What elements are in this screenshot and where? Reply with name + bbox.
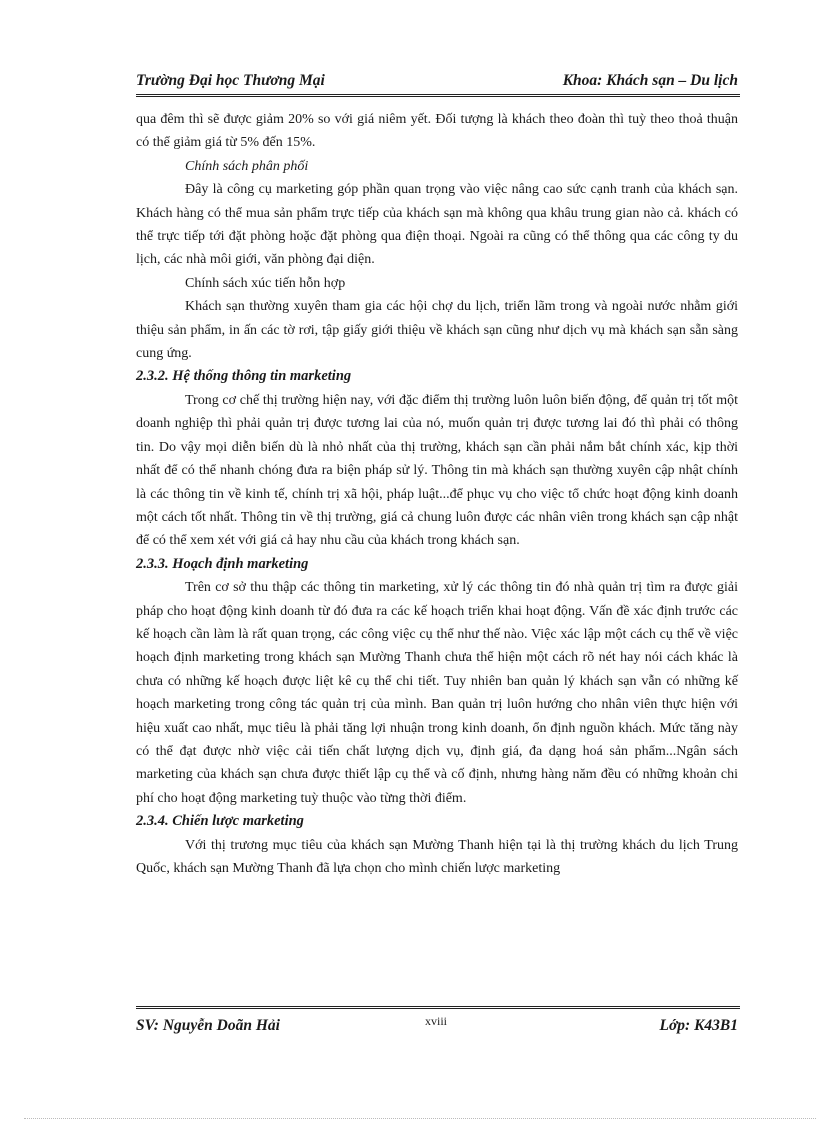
subheading-distribution-policy: Chính sách phân phối [185,158,309,174]
student-name: SV: Nguyễn Doãn Hải [136,1017,280,1034]
section-heading-2-3-2: 2.3.2. Hệ thống thông tin marketing [136,368,352,385]
section-heading-2-3-4: 2.3.4. Chiến lược marketing [136,813,304,830]
paragraph: qua đêm thì sẽ được giảm 20% so với giá niêm yết. Đối tượng là khách theo đoàn thì tuỳ theo thoả thuận có thể giảm giá từ 5% đến 15%. [136,112,738,151]
page-footer [136,1006,740,1039]
page-header [136,72,740,97]
section-heading-2-3-3: 2.3.3. Hoạch định marketing [136,555,309,572]
page-boundary-line [24,1118,816,1119]
page-body [136,108,738,880]
university-name: Trường Đại học Thương Mại [136,72,325,89]
page-number: xviii [425,1014,448,1028]
paragraph: Đây là công cụ marketing góp phần quan trọng vào việc nâng cao sức cạnh tranh của khách sạn. Khách hàng có thể mua sản phẩm trực tiếp của khách sạn mà không qua khâu trung gian nào cả. khách có thể trực tiếp tới đặt phòng hoặc đặt phòng qua điện thoại. Ngoài ra cũng có thể thông qua các công ty du lịch, các nhà môi giới, văn phòng đại diện. [136,182,738,268]
paragraph: Trong cơ chế thị trường hiện nay, với đặc điểm thị trường luôn luôn biến động, để quản trị tốt một doanh nghiệp thì phải quản trị được tương lai của nó, muốn quản trị được tương lai đó thì phải có thông tin. Do vậy mọi diễn biến dù là nhỏ nhất của thị trường, khách sạn cần phải nắm bắt chính xác, kịp thời nhất để có thể nhanh chóng đưa ra biện pháp sử lý. Thông tin mà khách sạn thường xuyên cập nhật chính là các thông tin về kinh tế, chính trị xã hội, pháp luật...để phục vụ cho việc tổ chức hoạt động kinh doanh một cách tốt nhất. Thông tin về thị trường, giá cả chung luôn được các nhân viên trong khách sạn cập nhật để có thể xem xét với giá cả hay nhu cầu của khách trong khách sạn. [136,392,738,549]
class-code: Lớp: K43B1 [659,1017,738,1034]
paragraph: Với thị trương mục tiêu của khách sạn Mường Thanh hiện tại là thị trường khách du lịch Trung Quốc, khách sạn Mường Thanh đã lựa chọn cho mình chiến lược marketing [136,837,738,876]
subheading-promotion-policy: Chính sách xúc tiến hỗn hợp [185,275,346,291]
paragraph: Khách sạn thường xuyên tham gia các hội chợ du lịch, triển lãm trong và ngoài nước nhằm giới thiệu sản phẩm, in ấn các tờ rơi, tập giấy giới thiệu về khách sạn cũng như dịch vụ mà khách sạn sẵn sàng cung ứng. [136,299,738,362]
paragraph: Trên cơ sở thu thập các thông tin marketing, xử lý các thông tin đó nhà quản trị tìm ra được giải pháp cho hoạt động kinh doanh từ đó đưa ra các kế hoạch triển khai hoạt động. Vấn đề xác định trước các kế hoạch cần làm là rất quan trọng, các công việc cụ thể như thế nào. Việc xác lập một cách cụ thể về việc hoạch định marketing trong khách sạn Mường Thanh chưa thể hiện một cách rõ nét hay nói cách khác là chưa có những kế hoạch được liệt kê cụ thể chi tiết. Tuy nhiên ban quản lý khách sạn vẫn có những kế hoạch marketing trong công tác quản trị của mình. Ban quản trị luôn hướng cho nhân viên thực hiện với hiệu xuất cao nhất, mục tiêu là phải tăng lợi nhuận trong kinh doanh, ổn định nguồn khách. Mức tăng này có thể đạt được nhờ việc cải tiến chất lượng dịch vụ, định giá, đa dạng hoá sản phẩm...Ngân sách marketing của khách sạn chưa được thiết lập cụ thể và cố định, nhưng hàng năm đều có những khoản chi phí cho hoạt động marketing tuỳ thuộc vào từng thời điểm. [136,580,738,806]
faculty-name: Khoa: Khách sạn – Du lịch [562,72,738,89]
